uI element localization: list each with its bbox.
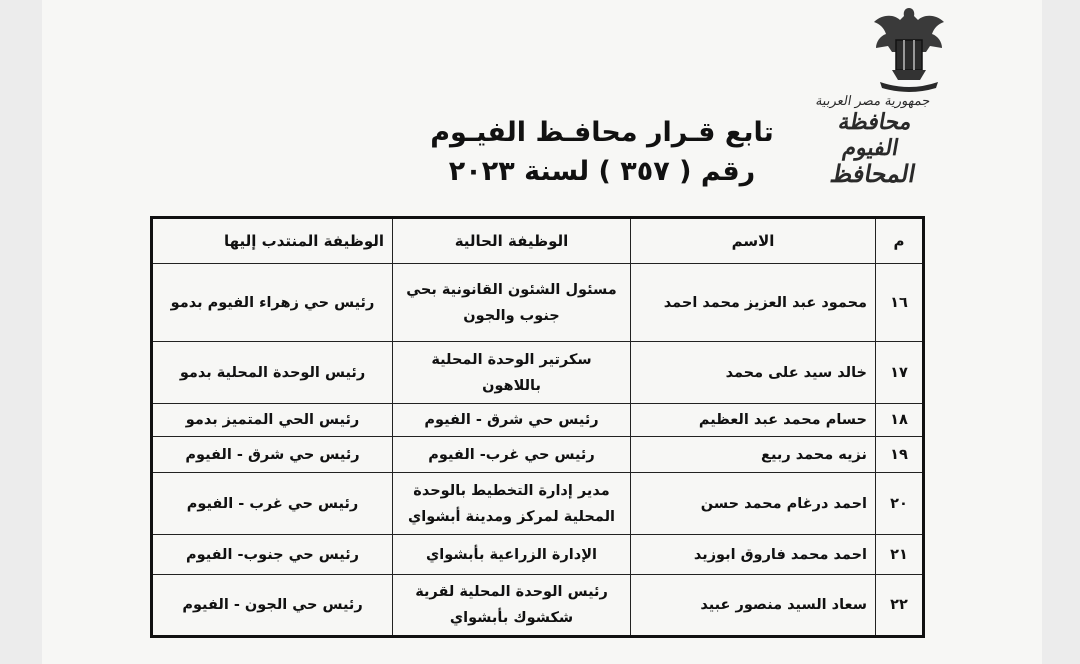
row-name: سعاد السيد منصور عبيد: [631, 575, 876, 637]
row-num: ١٩: [876, 437, 924, 473]
row-current-job: رئيس الوحدة المحلية لقرية شكشوك بأبشواي: [393, 575, 631, 637]
seal-governorate: محافظة الفيوم: [836, 109, 915, 161]
row-new-job: رئيس الحي المتميز بدمو: [152, 404, 393, 437]
table-row: [152, 535, 924, 575]
row-num: ٢١: [876, 535, 924, 575]
decree-title: [382, 112, 822, 190]
header-num: م: [876, 218, 924, 264]
table-row: [152, 575, 924, 637]
row-name: احمد محمد فاروق ابوزيد: [631, 535, 876, 575]
row-num: ١٦: [876, 264, 924, 342]
row-new-job: رئيس حي زهراء الفيوم بدمو: [152, 264, 393, 342]
header-current-job: الوظيفة الحالية: [393, 218, 631, 264]
row-new-job: رئيس الوحدة المحلية بدمو: [152, 342, 393, 404]
row-new-job: رئيس حي جنوب- الفيوم: [152, 535, 393, 575]
row-num: ٢٢: [876, 575, 924, 637]
table-row: [152, 404, 924, 437]
row-name: خالد سيد على محمد: [631, 342, 876, 404]
row-current-job: الإدارة الزراعية بأبشواي: [393, 535, 631, 575]
seal-country: جمهورية مصر العربية: [814, 94, 932, 109]
row-current-job: مسئول الشئون القانونية بحي جنوب والجون: [393, 264, 631, 342]
row-current-job: سكرتير الوحدة المحلية باللاهون: [393, 342, 631, 404]
row-num: ١٧: [876, 342, 924, 404]
eagle-emblem-icon: [870, 4, 948, 92]
decree-title-line1: تابع قـرار محافـظ الفيـوم: [430, 117, 774, 148]
row-current-job: رئيس حي غرب- الفيوم: [393, 437, 631, 473]
table-row: [152, 437, 924, 473]
row-new-job: رئيس حي شرق - الفيوم: [152, 437, 393, 473]
decree-title-line2: رقم ( ٣٥٧ ) لسنة ٢٠٢٣: [448, 156, 756, 187]
row-current-job: مدير إدارة التخطيط بالوحدة المحلية لمركز ومدينة أبشواي: [393, 473, 631, 535]
row-name: نزيه محمد ربيع: [631, 437, 876, 473]
row-current-job: رئيس حي شرق - الفيوم: [393, 404, 631, 437]
header-name: الاسم: [631, 218, 876, 264]
table-row: [152, 342, 924, 404]
governor-seal: [808, 94, 938, 188]
row-name: احمد درغام محمد حسن: [631, 473, 876, 535]
table-row: [152, 473, 924, 535]
row-new-job: رئيس حي غرب - الفيوم: [152, 473, 393, 535]
row-name: حسام محمد عبد العظيم: [631, 404, 876, 437]
header-new-job: الوظيفة المنتدب إليها: [152, 218, 393, 264]
table-row: [152, 264, 924, 342]
row-num: ٢٠: [876, 473, 924, 535]
appointments-table: [150, 216, 925, 638]
table-header-row: [152, 218, 924, 264]
seal-title: المحافظ: [828, 159, 919, 188]
row-new-job: رئيس حي الجون - الفيوم: [152, 575, 393, 637]
row-name: محمود عبد العزيز محمد احمد: [631, 264, 876, 342]
row-num: ١٨: [876, 404, 924, 437]
